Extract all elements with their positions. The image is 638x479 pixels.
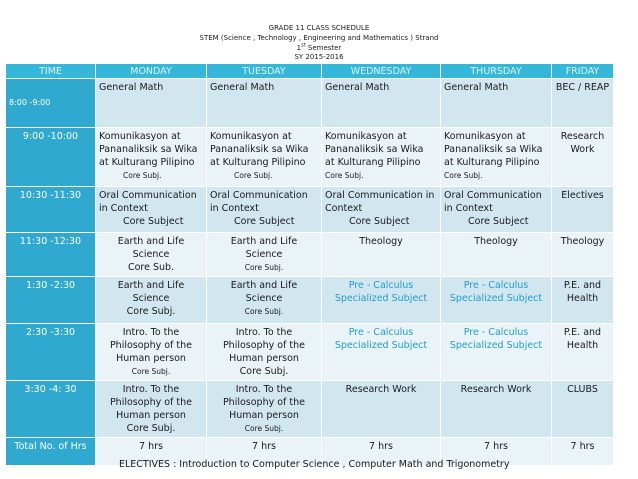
- cell-line: Specialized Subject: [449, 293, 543, 304]
- cell-line: Intro. To the: [235, 327, 293, 338]
- cell-line: Research Work: [460, 384, 532, 395]
- schedule-cell-thu: [441, 381, 552, 438]
- semester-text: Semester: [305, 44, 342, 52]
- cell-line: General Math: [99, 82, 164, 93]
- cell-line: Core Sub.: [127, 262, 175, 273]
- cell-line: Core Subj.: [123, 171, 162, 180]
- time-label: 2:30 -3:30: [25, 327, 76, 338]
- time-cell: [6, 277, 96, 324]
- schedule-cell-wed: [322, 233, 441, 277]
- cell-line: Science: [245, 293, 283, 304]
- schedule-cell-wed: [322, 187, 441, 233]
- cell-line: Core Subject: [123, 216, 184, 227]
- time-label: 1:30 -2:30: [25, 280, 76, 291]
- cell-line: P.E. and: [563, 280, 602, 291]
- cell-line: Specialized Subject: [334, 340, 428, 351]
- schedule-cell-mon: [96, 128, 207, 187]
- cell-line: Intro. To the: [122, 327, 180, 338]
- cell-line: Core Subj.: [325, 171, 364, 180]
- cell-line: Human person: [229, 353, 299, 364]
- cell-line: Theology: [560, 236, 605, 247]
- cell-line: Health: [566, 340, 599, 351]
- cell-line: at Kulturang Pilipino: [325, 157, 421, 168]
- schedule-cell-mon: [96, 187, 207, 233]
- schedule-cell-tue: [207, 79, 322, 128]
- cell-line: Specialized Subject: [334, 293, 428, 304]
- time-label: 11:30 -12:30: [19, 236, 82, 247]
- schedule-cell-fri: [552, 438, 614, 466]
- cell-line: 7 hrs: [369, 441, 393, 452]
- cell-line: Human person: [116, 353, 186, 364]
- cell-line: Core Subject: [349, 216, 410, 227]
- cell-line: Oral Communication: [210, 190, 308, 201]
- schedule-cell-wed: [322, 79, 441, 128]
- cell-line: Research Work: [345, 384, 417, 395]
- table-row: [6, 233, 614, 277]
- table-row: [6, 277, 614, 324]
- strand-line: STEM (Science , Technology , Engineering and Mathematics ) Strand: [199, 34, 439, 42]
- cell-line: Oral Communication: [99, 190, 197, 201]
- cell-line: Pre - Calculus: [463, 327, 529, 338]
- time-cell: [6, 381, 96, 438]
- cell-line: Earth and Life: [230, 280, 298, 291]
- schedule-cell-thu: [441, 277, 552, 324]
- cell-line: P.E. and: [563, 327, 602, 338]
- cell-line: Theology: [474, 236, 518, 247]
- cell-line: in Context: [99, 203, 148, 214]
- cell-line: Science: [132, 293, 170, 304]
- schedule-cell-wed: [322, 277, 441, 324]
- cell-line: Earth and Life: [230, 236, 298, 247]
- cell-line: at Kulturang Pilipino: [210, 157, 306, 168]
- time-cell: [6, 187, 96, 233]
- cell-line: Core Subj.: [244, 424, 284, 433]
- table-row: [6, 324, 614, 381]
- cell-line: Philosophy of the: [222, 340, 306, 351]
- table-row: [6, 187, 614, 233]
- schedule-cell-fri: [552, 324, 614, 381]
- schedule-cell-fri: [552, 233, 614, 277]
- cell-line: Research: [560, 131, 605, 142]
- cell-line: Human person: [229, 410, 299, 421]
- schedule-cell-tue: [207, 128, 322, 187]
- cell-line: Context: [325, 203, 363, 214]
- cell-line: Intro. To the: [235, 384, 293, 395]
- cell-line: Core Subj.: [244, 307, 284, 316]
- schedule-cell-thu: [441, 324, 552, 381]
- cell-line: Komunikasyon at: [99, 131, 181, 142]
- col-header-friday: FRIDAY: [552, 64, 614, 79]
- cell-line: BEC / REAP: [555, 82, 610, 93]
- cell-line: Pananaliksik sa Wika: [325, 144, 424, 155]
- table-row: [6, 128, 614, 187]
- time-cell: [6, 324, 96, 381]
- table-header-row: [6, 64, 614, 79]
- cell-line: Oral Communication: [444, 190, 542, 201]
- schedule-cell-fri: [552, 381, 614, 438]
- schedule-cell-tue: [207, 187, 322, 233]
- schedule-cell-wed: [322, 128, 441, 187]
- cell-line: Electives: [561, 190, 604, 201]
- time-label: 3:30 -4: 30: [24, 384, 77, 395]
- table-row: [6, 79, 614, 128]
- cell-line: Core Subj.: [126, 423, 176, 434]
- col-header-wednesday: WEDNESDAY: [322, 64, 441, 79]
- time-cell: [6, 128, 96, 187]
- cell-line: 7 hrs: [484, 441, 508, 452]
- cell-line: at Kulturang Pilipino: [99, 157, 195, 168]
- cell-line: Earth and Life: [117, 280, 185, 291]
- schedule-cell-fri: [552, 187, 614, 233]
- table-row: [6, 381, 614, 438]
- cell-line: General Math: [210, 82, 275, 93]
- col-header-thursday: THURSDAY: [441, 64, 552, 79]
- time-label: Total No. of Hrs: [14, 441, 87, 452]
- cell-line: Philosophy of the: [222, 397, 306, 408]
- cell-line: Pre - Calculus: [463, 280, 529, 291]
- time-cell: [6, 438, 96, 466]
- cell-line: Pre - Calculus: [348, 327, 414, 338]
- schedule-cell-wed: [322, 324, 441, 381]
- schedule-cell-tue: [207, 277, 322, 324]
- cell-line: 7 hrs: [139, 441, 163, 452]
- time-label: 10:30 -11:30: [19, 190, 82, 201]
- cell-line: Core Subj.: [126, 306, 176, 317]
- schedule-cell-tue: [207, 233, 322, 277]
- schedule-cell-wed: [322, 381, 441, 438]
- cell-line: Science: [245, 249, 283, 260]
- cell-line: Health: [566, 293, 599, 304]
- col-header-time: TIME: [6, 64, 96, 79]
- time-cell: [6, 79, 96, 128]
- cell-line: Work: [570, 144, 595, 155]
- schedule-cell-mon: [96, 233, 207, 277]
- cell-line: Specialized Subject: [449, 340, 543, 351]
- cell-line: Komunikasyon at: [210, 131, 292, 142]
- cell-line: General Math: [325, 82, 390, 93]
- cell-line: Human person: [116, 410, 186, 421]
- cell-line: Oral Communication in: [325, 190, 435, 201]
- col-header-tuesday: TUESDAY: [207, 64, 322, 79]
- cell-line: Pananaliksik sa Wika: [99, 144, 198, 155]
- schedule-cell-fri: [552, 277, 614, 324]
- cell-line: 7 hrs: [570, 441, 595, 452]
- schedule-cell-mon: [96, 79, 207, 128]
- cell-line: Core Subj.: [444, 171, 483, 180]
- schedule-table: [5, 63, 614, 466]
- semester-suffix: st: [301, 42, 306, 49]
- cell-line: Pre - Calculus: [348, 280, 414, 291]
- schedule-cell-fri: [552, 79, 614, 128]
- schedule-cell-thu: [441, 79, 552, 128]
- electives-note: ELECTIVES : Introduction to Computer Science , Computer Math and Trigonometry: [119, 459, 510, 470]
- semester-line: [0, 44, 638, 53]
- cell-line: Earth and Life: [117, 236, 185, 247]
- cell-line: Pananaliksik sa Wika: [444, 144, 543, 155]
- schedule-cell-mon: [96, 381, 207, 438]
- cell-line: Core Subj.: [131, 367, 171, 376]
- cell-line: Core Subj.: [234, 171, 273, 180]
- schedule-title: GRADE 11 CLASS SCHEDULE: [268, 24, 370, 32]
- cell-line: Core Subj.: [244, 263, 284, 272]
- cell-line: Philosophy of the: [109, 397, 193, 408]
- cell-line: in Context: [210, 203, 259, 214]
- cell-line: Komunikasyon at: [444, 131, 526, 142]
- school-year: SY 2015-2016: [294, 53, 344, 61]
- cell-line: Core Subject: [234, 216, 295, 227]
- schedule-cell-thu: [441, 128, 552, 187]
- schedule-cell-tue: [207, 381, 322, 438]
- schedule-cell-mon: [96, 277, 207, 324]
- cell-line: Science: [132, 249, 170, 260]
- cell-line: Pananaliksik sa Wika: [210, 144, 309, 155]
- schedule-cell-thu: [441, 233, 552, 277]
- cell-line: Theology: [359, 236, 403, 247]
- cell-line: Core Subj.: [239, 366, 289, 377]
- col-header-monday: MONDAY: [96, 64, 207, 79]
- schedule-cell-fri: [552, 128, 614, 187]
- time-label: 8:00 -9:00: [9, 98, 51, 107]
- semester-number: 1: [296, 44, 302, 52]
- cell-line: CLUBS: [567, 384, 598, 395]
- cell-line: General Math: [444, 82, 509, 93]
- schedule-cell-thu: [441, 187, 552, 233]
- cell-line: Philosophy of the: [109, 340, 193, 351]
- schedule-cell-tue: [207, 324, 322, 381]
- cell-line: at Kulturang Pilipino: [444, 157, 540, 168]
- time-cell: [6, 233, 96, 277]
- cell-line: Intro. To the: [122, 384, 180, 395]
- cell-line: in Context: [444, 203, 493, 214]
- cell-line: Komunikasyon at: [325, 131, 407, 142]
- cell-line: Core Subject: [468, 216, 529, 227]
- time-label: 9:00 -10:00: [22, 131, 79, 142]
- cell-line: 7 hrs: [252, 441, 276, 452]
- schedule-cell-mon: [96, 324, 207, 381]
